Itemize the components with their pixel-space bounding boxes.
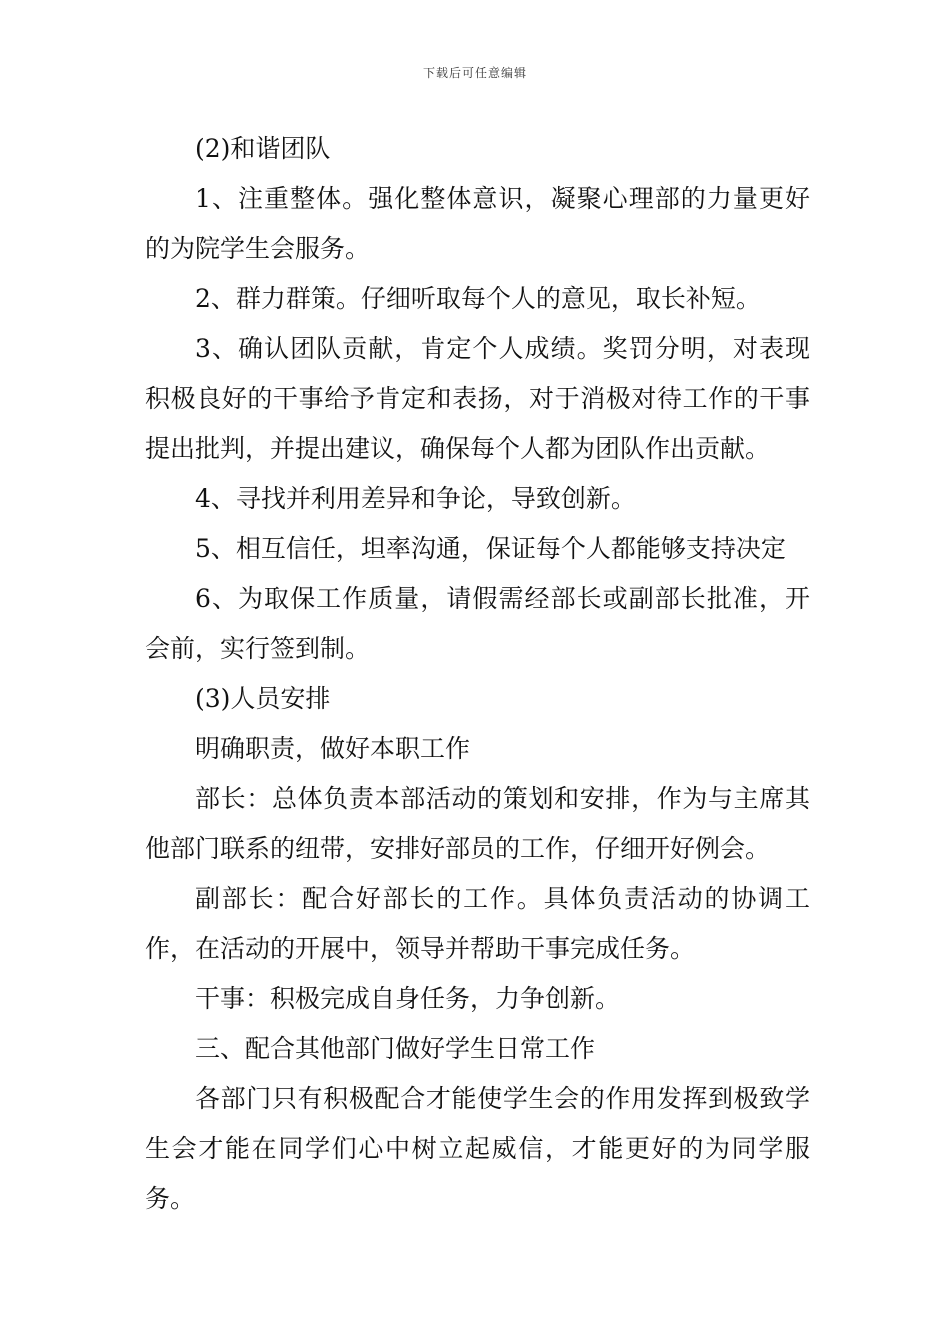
paragraph-duties: 明确职责，做好本职工作 [195,734,471,763]
paragraph-officer: 干事：积极完成自身任务，力争创新。 [195,984,621,1013]
paragraph-minister: 部长：总体负责本部活动的策划和安排，作为与主席其他部门联系的纽带，安排好部员的工作，仔细开好例会。 [145,784,810,863]
section-heading-harmonious-team: (2)和谐团队 [195,134,331,163]
paragraph-item-2: 2、群力群策。仔细听取每个人的意见，取长补短。 [195,284,761,313]
paragraph-item-5: 5、相互信任，坦率沟通，保证每个人都能够支持决定 [195,534,786,563]
paragraph-item-3: 3、确认团队贡献，肯定个人成绩。奖罚分明，对表现积极良好的干事给予肯定和表扬，对于消极对待工作的干事提出批判，并提出建议，确保每个人都为团队作出贡献。 [145,334,810,463]
paragraph-item-6: 6、为取保工作质量，请假需经部长或副部长批准，开会前，实行签到制。 [145,584,810,663]
document-body [145,124,810,1224]
section-heading-staffing: (3)人员安排 [195,684,331,713]
paragraph-cooperation: 各部门只有积极配合才能使学生会的作用发挥到极致学生会才能在同学们心中树立起威信，才能更好的为同学服务。 [145,1084,810,1213]
section-heading-cooperation: 三、配合其他部门做好学生日常工作 [195,1034,596,1063]
paragraph-item-1: 1、注重整体。强化整体意识，凝聚心理部的力量更好的为院学生会服务。 [145,184,810,263]
page-header: 下载后可任意编辑 [422,66,527,80]
paragraph-deputy-minister: 副部长：配合好部长的工作。具体负责活动的协调工作，在活动的开展中，领导并帮助干事完成任务。 [145,884,810,963]
paragraph-item-4: 4、寻找并利用差异和争论，导致创新。 [195,484,636,513]
